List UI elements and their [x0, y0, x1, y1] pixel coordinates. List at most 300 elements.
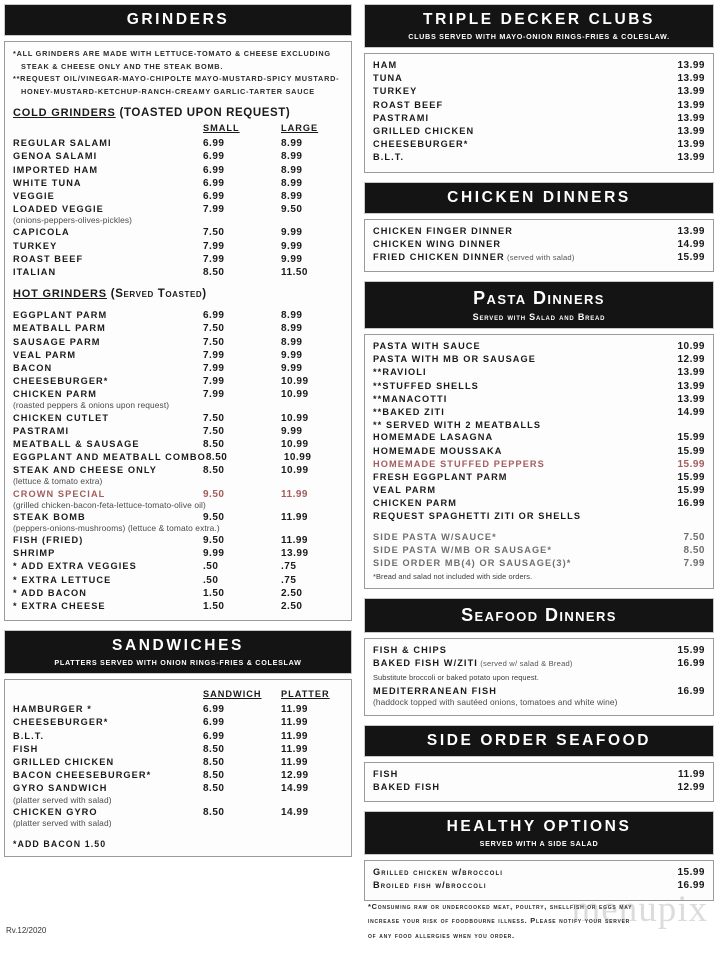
menu-item-name: SHRIMP [13, 548, 56, 559]
menu-item-name: MEATBALL PARM [13, 323, 106, 334]
menu-item-price: 12.99 [677, 781, 705, 793]
menu-item-name: PASTA WITH SAUCE [373, 341, 481, 352]
menu-item-row [13, 137, 343, 150]
menu-item-note: (grilled chicken-bacon-feta-lettuce-tomato-olive oil) [13, 499, 206, 510]
menu-item-name: BAKED FISH W/ZITI (served w/ salad & Bread) [373, 658, 573, 669]
menu-item-row [373, 644, 705, 657]
menu-item-name: LOADED VEGGIE [13, 204, 104, 215]
menu-item-row [13, 362, 343, 375]
menu-item-price-large: 11.99 [281, 511, 308, 523]
sandwiches-banner-subtitle: PLATTERS SERVED WITH ONION RINGS-FRIES & COLESLAW [54, 658, 302, 668]
menu-item-price: 11.99 [678, 768, 705, 780]
bottom-disclaimer [368, 900, 714, 943]
menu-item-price-large: 8.99 [281, 190, 303, 202]
pasta-sides-list [373, 531, 705, 571]
menu-item-price-large: 11.99 [281, 535, 308, 547]
chicken-dinners-banner-title: CHICKEN DINNERS [447, 188, 631, 206]
menu-item-row [373, 781, 705, 794]
grinders-disclaimer-line-2: STEAK & CHEESE ONLY AND THE STEAK BOMB. [21, 61, 224, 71]
menu-item-row [13, 164, 343, 177]
menu-item-price-large: 8.99 [281, 164, 303, 176]
left-column [0, 0, 358, 953]
seafood-dinners-banner-title: Seafood Dinners [461, 605, 617, 626]
chicken-dinners-banner [364, 182, 714, 214]
menu-item-price: 13.99 [677, 86, 705, 98]
menu-item-price: 13.99 [677, 152, 705, 164]
menu-item-name: ROAST BEEF [373, 99, 444, 110]
menu-item-price-small: 6.99 [203, 138, 225, 150]
menu-item-price-sandwich: 8.50 [203, 806, 225, 818]
menu-item-price: 14.99 [677, 407, 705, 418]
menu-item-price-large: 10.99 [281, 389, 309, 401]
column-header-sandwich: SANDWICH [203, 689, 262, 700]
menu-item-price: 13.99 [677, 99, 705, 111]
menu-item-row [373, 657, 705, 670]
menu-item-price-small: 7.50 [203, 336, 225, 348]
side-order-seafood-banner-title: SIDE ORDER SEAFOOD [426, 731, 652, 749]
menu-item-name: TURKEY [13, 240, 58, 251]
menu-item-name: MEDITERRANEAN FISH [373, 685, 497, 696]
menu-item-price-large: .75 [281, 561, 297, 573]
menu-item-row [373, 484, 705, 497]
menu-item-row [373, 238, 705, 251]
menu-item-note: (platter served with salad) [13, 794, 112, 805]
grinders-disclaimer-line-1: *ALL GRINDERS ARE MADE WITH LETTUCE-TOMATO & CHEESE EXCLUDING [13, 49, 331, 58]
menu-item-price-small: 7.50 [203, 227, 225, 239]
menu-item-name: HOMEMADE MOUSSAKA [373, 445, 503, 456]
seafood-substitute-note: Substitute broccoli or baked potato upon request. [373, 672, 539, 682]
menu-item-name: **BAKED ZITI [373, 407, 445, 417]
menu-item-name: CHICKEN PARM [373, 498, 457, 509]
menu-item-price-small: .50 [203, 574, 219, 586]
menu-item-price-large: 11.99 [281, 488, 308, 500]
menu-item-price-small: 8.50 [203, 465, 225, 477]
cold-grinders-heading-main: COLD GRINDERS [13, 107, 116, 120]
menu-item-price-large: 10.99 [281, 438, 309, 450]
menu-item-row [373, 445, 705, 458]
menu-item-name: HOMEMADE LASAGNA [373, 432, 494, 443]
menu-item-price-small: 9.50 [203, 488, 225, 500]
menu-item-price-large: 8.99 [281, 336, 303, 348]
menu-item-price: 15.99 [677, 458, 705, 470]
menu-item-price-sandwich: 8.50 [203, 756, 225, 768]
menu-item-price: 15.99 [677, 645, 705, 657]
menu-item-row [373, 380, 705, 393]
menu-item-name: VEAL PARM [373, 485, 437, 496]
bottom-disclaimer-line-1: *Consuming raw or undercooked meat, poultry, shellfish or eggs may [368, 901, 633, 911]
clubs-list [373, 59, 705, 165]
menu-item-price-large: 9.99 [281, 425, 303, 437]
menu-item-name: * EXTRA LETTUCE [13, 574, 112, 585]
menu-item-name: GRILLED CHICKEN [13, 756, 115, 767]
menu-item-name: CHEESEBURGER* [13, 376, 109, 387]
pasta-dinners-banner-subtitle: Served with Salad and Bread [472, 312, 606, 323]
menu-item-row [13, 488, 343, 501]
menu-item-price-sandwich: 8.50 [203, 743, 225, 755]
healthy-options-banner-title: HEALTHY OPTIONS [446, 818, 632, 836]
menu-item-price: 16.99 [677, 880, 705, 892]
menu-item-price: 14.99 [677, 238, 705, 250]
menu-item-name: FISH & CHIPS [373, 645, 447, 656]
menu-item-price: 16.99 [677, 658, 705, 670]
menu-item-price-small: 7.99 [203, 204, 225, 216]
pasta-dinners-banner [364, 281, 714, 329]
healthy-options-list [373, 866, 705, 892]
menu-item-row [373, 406, 705, 419]
menu-item-price: 15.99 [677, 251, 705, 263]
menu-item-row [13, 560, 343, 573]
menu-item-row [373, 112, 705, 125]
menu-item-price: 8.50 [683, 544, 705, 556]
menu-item-row [373, 99, 705, 112]
menu-item-row [13, 782, 343, 795]
menu-item-row [373, 366, 705, 379]
menu-item-row [13, 253, 343, 266]
menu-item-price-small: 7.50 [203, 425, 225, 437]
menu-item-row [13, 534, 343, 547]
menu-item-name: STEAK BOMB [13, 511, 86, 522]
menu-item-price: 13.99 [677, 380, 705, 392]
grinders-disclaimer [13, 48, 343, 98]
menu-item-row [13, 349, 343, 362]
menu-item-price-large: 9.99 [281, 227, 303, 239]
grinders-disclaimer-line-4: HONEY-MUSTARD-KETCHUP-RANCH-CREAMY GARLIC-TARTER SAUCE [21, 86, 315, 96]
menu-item-name: FISH [373, 768, 399, 779]
column-header-platter: PLATTER [281, 689, 330, 700]
menu-item-name: ROAST BEEF [13, 253, 84, 264]
menu-item-price: 12.99 [677, 354, 705, 366]
menu-item-row [13, 587, 343, 600]
menu-item-name: EGGPLANT AND MEATBALL COMBO [13, 452, 206, 463]
menu-item-price: 13.99 [677, 60, 705, 71]
menu-item-row [373, 85, 705, 98]
pasta-dinners-list [373, 340, 705, 523]
menu-item-price-small: 1.50 [203, 587, 225, 599]
menu-item-row [373, 151, 705, 164]
menu-item-row [13, 412, 343, 425]
menu-item-row [13, 240, 343, 253]
side-order-seafood-panel [364, 762, 714, 802]
seafood-dinners-list [373, 644, 705, 670]
menu-item-row [373, 458, 705, 471]
menu-item-note: (platter served with salad) [13, 817, 112, 828]
menu-item-name: MEATBALL & SAUSAGE [13, 438, 140, 449]
menu-item-row [373, 531, 705, 544]
menu-item-name: CHICKEN PARM [13, 389, 97, 400]
menu-item-row [13, 322, 343, 335]
menu-item-row [13, 375, 343, 388]
menu-item-price-large: 9.99 [281, 349, 303, 361]
menu-item-row [13, 451, 343, 464]
cold-grinders-list [13, 137, 343, 279]
menu-item-price: 13.99 [677, 225, 705, 237]
menu-item-row [373, 251, 705, 264]
menu-item-price: 7.99 [683, 557, 705, 569]
menu-item-row [13, 266, 343, 279]
menu-item-price: 13.99 [677, 367, 705, 379]
menu-item-name: BAKED FISH [373, 781, 441, 792]
menu-item-price-small: 7.99 [203, 349, 225, 361]
menu-item-row [13, 226, 343, 239]
menu-item-price-large: 9.50 [281, 204, 303, 216]
menu-item-price-large: 8.99 [281, 323, 303, 335]
menu-item-row [13, 769, 343, 782]
menu-item-row [13, 177, 343, 190]
menu-item-name: B.L.T. [373, 152, 405, 163]
sandwiches-add-bacon-note: *ADD BACON 1.50 [13, 838, 107, 849]
hot-grinders-heading-sub: (Served Toasted) [110, 288, 207, 301]
menu-item-price-small: 6.99 [203, 151, 225, 163]
menu-item-price-small: .50 [203, 561, 219, 573]
menu-item-name: SIDE ORDER MB(4) OR SAUSAGE(3)* [373, 557, 572, 568]
menu-item-row [373, 419, 705, 431]
menu-item-price-large: 8.99 [281, 138, 303, 150]
menu-item-price-small: 7.99 [203, 376, 225, 388]
cold-grinders-heading [13, 107, 343, 119]
menu-item-name: * ADD BACON [13, 587, 88, 598]
menu-item-name: REGULAR SALAMI [13, 138, 112, 149]
menu-item-row [13, 150, 343, 163]
menu-item-row [13, 756, 343, 769]
menu-item-price: 16.99 [677, 498, 705, 510]
menu-item-name: CHICKEN GYRO [13, 806, 98, 817]
menu-item-row [13, 336, 343, 349]
menu-item-price-small: 9.99 [203, 548, 225, 560]
menu-item-name: BACON CHEESEBURGER* [13, 770, 152, 781]
menu-item-row [373, 225, 705, 238]
grinders-banner [4, 4, 352, 36]
menu-item-name: HAMBURGER * [13, 704, 92, 715]
menu-item-name: PASTRAMI [373, 112, 430, 123]
menu-item-price-sandwich: 6.99 [203, 717, 225, 729]
menu-item-inline-note: (served w/ salad & Bread) [477, 659, 573, 669]
menu-item-price-small: 7.99 [203, 389, 225, 401]
menu-item-price: 7.50 [683, 531, 705, 543]
menu-item-price-large: .75 [281, 574, 297, 586]
menu-item-name: HAM [373, 60, 398, 70]
menu-item-name: FISH [13, 743, 39, 754]
menu-item-price-small: 6.99 [203, 164, 225, 176]
menu-item-name: * ADD EXTRA VEGGIES [13, 561, 137, 572]
menu-item-name: TURKEY [373, 86, 418, 97]
menu-item-price: 16.99 [677, 685, 705, 697]
cold-grinders-column-headers [13, 123, 343, 133]
menu-item-price-small: 7.50 [203, 323, 225, 335]
watermark: menupix [571, 889, 708, 930]
menu-item-name: CHICKEN FINGER DINNER [373, 225, 513, 236]
menu-item-row [13, 743, 343, 756]
menu-item-row [13, 547, 343, 560]
menu-item-name: IMPORTED HAM [13, 164, 99, 175]
menu-item-price-platter: 11.99 [281, 704, 308, 716]
menu-item-price-small: 8.50 [205, 452, 228, 464]
column-header-small: SMALL [203, 123, 240, 134]
menu-item-price-platter: 14.99 [281, 783, 309, 795]
menu-item-price-platter: 11.99 [281, 717, 308, 729]
grinders-panel [4, 41, 352, 621]
menu-item-price: 13.99 [677, 139, 705, 151]
healthy-options-banner [364, 811, 714, 855]
menu-item-price-large: 10.99 [281, 465, 309, 477]
menu-item-price-small: 6.99 [203, 190, 225, 202]
menu-item-row [373, 393, 705, 406]
menu-item-name: TUNA [373, 73, 403, 84]
menu-item-note: (roasted peppers & onions upon request) [13, 400, 170, 411]
sandwiches-panel [4, 679, 352, 857]
menu-item-price: 13.99 [677, 125, 705, 137]
sandwiches-banner-title: SANDWICHES [112, 637, 244, 655]
side-order-seafood-banner [364, 725, 714, 757]
menu-item-price: 10.99 [677, 341, 705, 353]
menu-item-price: 13.99 [677, 393, 705, 405]
menu-item-row [373, 879, 705, 892]
menu-item-price-platter: 11.99 [281, 730, 308, 742]
seafood-dinners-panel [364, 638, 714, 716]
right-column [358, 0, 720, 953]
menu-item-name: FRIED CHICKEN DINNER (served with salad) [373, 251, 575, 262]
menu-item-row [373, 353, 705, 366]
pasta-dinners-panel [364, 334, 714, 589]
clubs-panel [364, 53, 714, 173]
menu-item-price: 15.99 [677, 445, 705, 457]
menu-item-price: 15.99 [677, 867, 705, 879]
revision-label: Rv.12/2020 [6, 926, 47, 935]
menu-item-price-platter: 14.99 [281, 806, 309, 818]
menu-item-name: SIDE PASTA W/MB OR SAUSAGE* [373, 544, 553, 555]
menu-item-price-platter: 11.99 [281, 756, 308, 768]
menu-item-name: VEGGIE [13, 190, 55, 201]
menu-item-name: GENOA SALAMI [13, 151, 98, 162]
menu-item-price: 15.99 [677, 432, 705, 444]
menu-item-row [373, 768, 705, 781]
menu-item-name: WHITE TUNA [13, 177, 82, 188]
menu-item-name: Grilled chicken w/broccoli [373, 867, 504, 878]
menu-item-row [373, 557, 705, 570]
hot-grinders-list [13, 309, 343, 613]
menu-item-price-small: 7.99 [203, 253, 225, 265]
grinders-disclaimer-line-3: **REQUEST OIL/VINEGAR-MAYO-CHIPOLTE MAYO-MUSTARD-SPICY MUSTARD- [13, 74, 340, 84]
seafood-dinners-banner [364, 598, 714, 633]
menu-item-name: Broiled fish w/broccoli [373, 880, 487, 891]
menu-item-name: **STUFFED SHELLS [373, 380, 479, 391]
menu-item-name: CROWN SPECIAL [13, 488, 106, 499]
menu-item-price: 15.99 [677, 471, 705, 483]
menu-item-row [373, 340, 705, 353]
menu-item-name: B.L.T. [13, 730, 45, 741]
menu-item-name: PASTA WITH MB OR SAUSAGE [373, 354, 537, 365]
menu-item-name: **RAVIOLI [373, 367, 427, 378]
menu-item-name: ** SERVED WITH 2 MEATBALLS [373, 420, 542, 431]
menu-item-price-sandwich: 6.99 [203, 704, 225, 716]
menu-item-row [13, 309, 343, 322]
menu-item-name: PASTRAMI [13, 425, 70, 436]
chicken-dinners-panel [364, 219, 714, 273]
healthy-options-banner-subtitle: SERVED WITH A SIDE SALAD [479, 839, 599, 849]
menu-item-price-large: 9.99 [281, 240, 303, 252]
menu-item-row [13, 716, 343, 729]
menu-item-row [13, 438, 343, 451]
menu-item-price-small: 7.99 [203, 362, 225, 374]
menu-item-name: CHEESEBURGER* [13, 717, 109, 728]
menu-item-price-platter: 12.99 [281, 770, 309, 782]
menu-item-price-platter: 11.99 [281, 743, 308, 755]
column-header-large: LARGE [281, 123, 319, 134]
menu-item-price: 13.99 [677, 73, 705, 85]
menu-item-price-large: 11.50 [281, 266, 308, 278]
menu-item-name: GRILLED CHICKEN [373, 125, 475, 136]
menu-item-price-small: 6.99 [203, 310, 225, 322]
menu-item-note: (lettuce & tomato extra) [13, 476, 103, 487]
menu-item-price-small: 8.50 [203, 438, 225, 450]
menu-item-name: SAUSAGE PARM [13, 336, 101, 347]
menu-item-name: REQUEST SPAGHETTI ZITI OR SHELLS [373, 511, 582, 522]
menu-item-name: FISH (FRIED) [13, 535, 84, 546]
menu-item-name: CHICKEN CUTLET [13, 412, 110, 423]
menu-item-note: (peppers-onions-mushrooms) (lettuce & tomato extra.) [13, 523, 220, 533]
menu-item-price-small: 7.50 [203, 412, 225, 424]
clubs-banner [364, 4, 714, 48]
menu-item-name: STEAK AND CHEESE ONLY [13, 465, 157, 476]
menu-item-row [373, 138, 705, 151]
menu-item-name: CAPICOLA [13, 227, 70, 238]
menu-item-price-large: 13.99 [281, 548, 309, 560]
menu-item-price-sandwich: 8.50 [203, 770, 225, 782]
menu-item-note: (onions-peppers-olives-pickles) [13, 215, 133, 226]
pasta-side-note: *Bread and salad not included with side orders. [373, 572, 533, 582]
menu-item-price-small: 7.99 [203, 240, 225, 252]
menu-item-price-large: 8.99 [281, 151, 303, 163]
menu-item-name: EGGPLANT PARM [13, 310, 108, 321]
menu-item-row [373, 72, 705, 85]
menu-item-price-large: 8.99 [281, 177, 303, 189]
menu-item-price: 13.99 [677, 112, 705, 124]
sandwiches-list [13, 703, 343, 828]
menu-item-row [373, 471, 705, 484]
menu-item-row [373, 431, 705, 444]
menu-item-name: SIDE PASTA W/SAUCE* [373, 531, 497, 542]
menu-item-row [373, 510, 705, 522]
menu-item-price-small: 9.50 [203, 535, 225, 547]
menu-item-row [13, 806, 343, 819]
clubs-banner-title: TRIPLE DECKER CLUBS [423, 11, 655, 28]
menu-item-row [373, 544, 705, 557]
menu-item-row [13, 574, 343, 587]
menu-item-price-large: 9.99 [281, 362, 303, 374]
hot-grinders-heading-main: HOT GRINDERS [13, 288, 107, 301]
menu-item-price-small: 6.99 [203, 177, 225, 189]
menu-item-name: CHEESEBURGER* [373, 139, 469, 150]
chicken-dinners-list [373, 225, 705, 265]
menu-item-row [13, 600, 343, 613]
bottom-disclaimer-line-3: of any food allergies when you order. [368, 930, 515, 940]
menu-item-name: GYRO SANDWICH [13, 783, 108, 794]
healthy-options-panel [364, 860, 714, 900]
menu-item-price: 15.99 [677, 485, 705, 497]
sandwiches-banner [4, 630, 352, 674]
pasta-dinners-banner-title: Pasta Dinners [473, 288, 605, 309]
menu-item-price-large: 10.99 [281, 376, 309, 388]
menu-item-price-small: 1.50 [203, 601, 225, 613]
menu-item-row [373, 125, 705, 138]
menu-item-name: **MANACOTTI [373, 393, 448, 404]
cold-grinders-heading-sub: (TOASTED UPON REQUEST) [119, 107, 291, 120]
menu-item-row [373, 497, 705, 510]
menu-item-price-large: 2.50 [281, 587, 303, 599]
menu-item-row [13, 425, 343, 438]
menu-item-row [373, 59, 705, 72]
menu-item-price-large: 8.99 [281, 310, 303, 322]
menu-item-price-sandwich: 6.99 [203, 730, 225, 742]
